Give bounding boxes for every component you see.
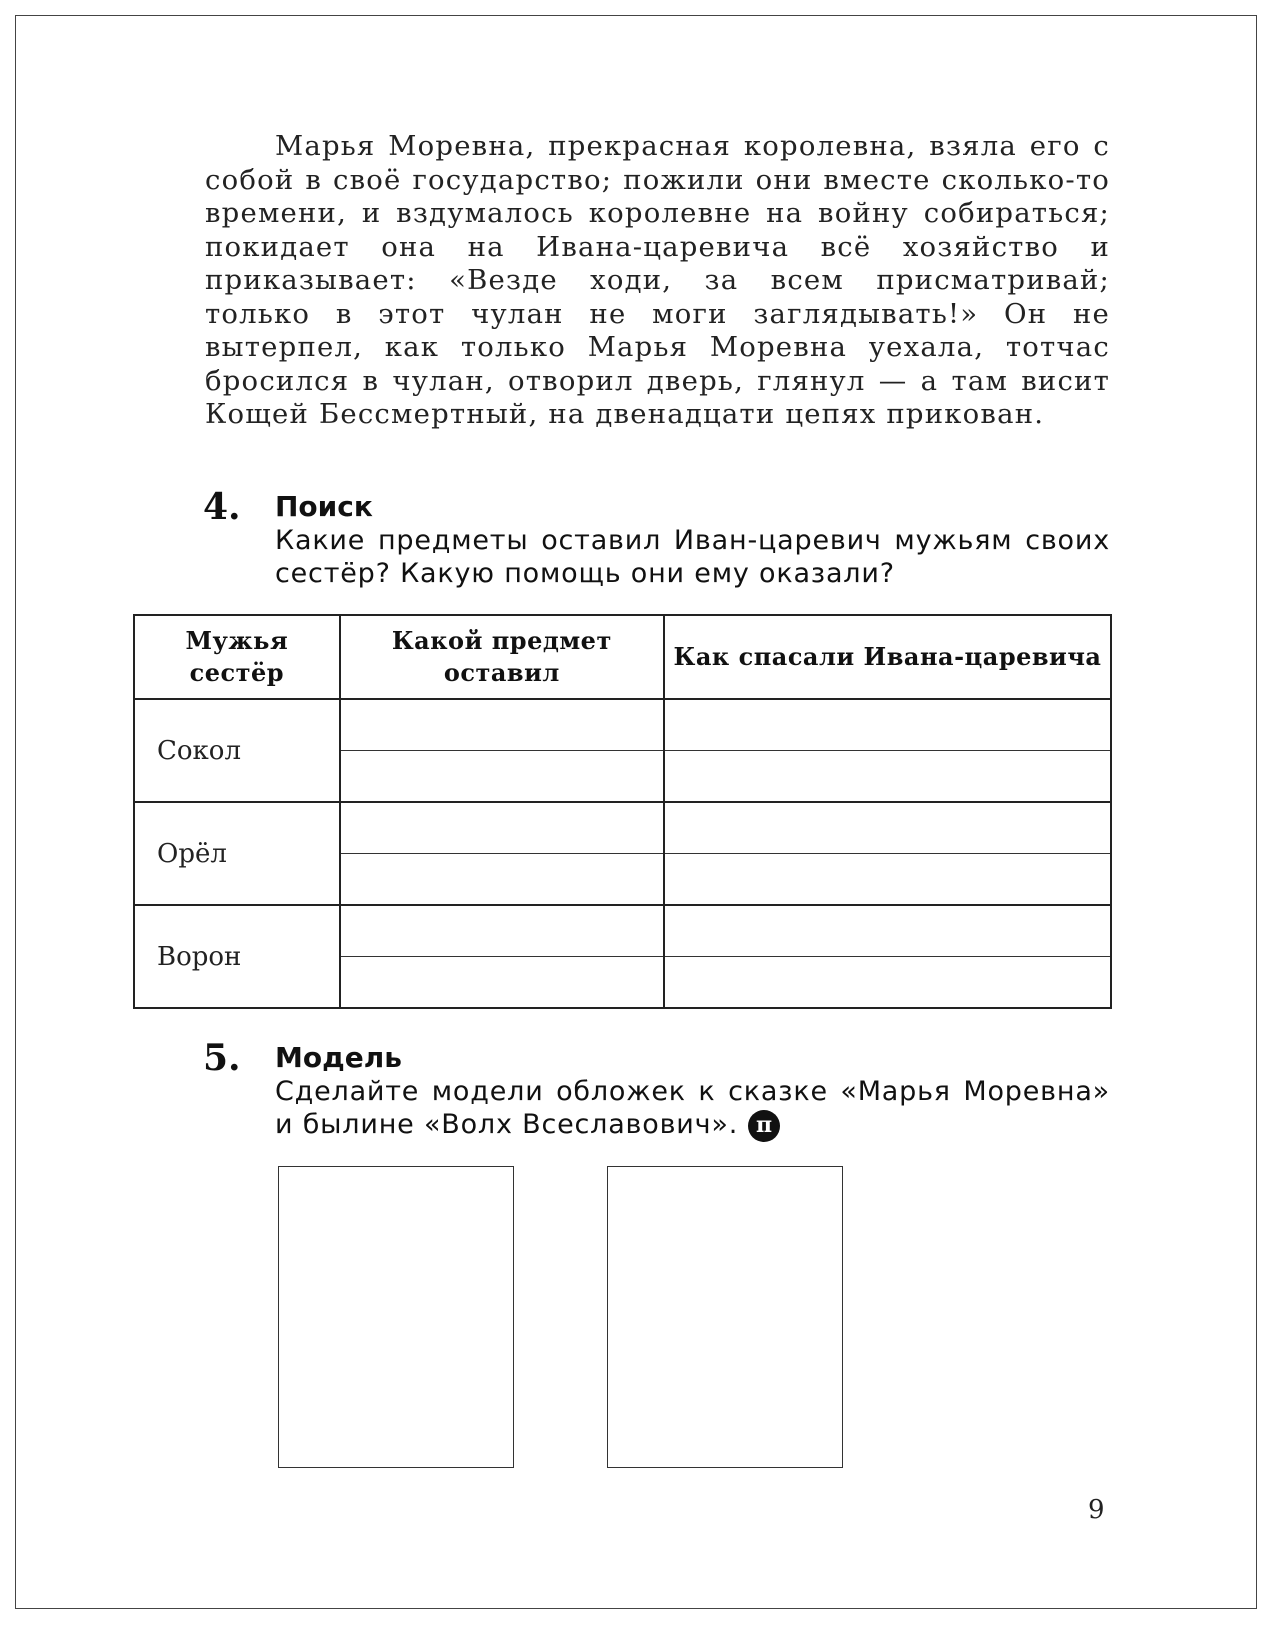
answer-cell[interactable] (664, 802, 1111, 854)
answer-cell[interactable] (664, 854, 1111, 906)
page-number: 9 (1088, 1495, 1105, 1525)
table-header-row (134, 615, 1111, 699)
task-4-question: Какие предметы оставил Иван-царевич мужьям своих сестёр? Какую помощь они ему оказали? (275, 525, 1110, 589)
passage-text: Марья Моревна, прекрасная королевна, взяла его с собой в своё государство; пожили они вместе сколько-то времени, и вздумалось королевне на войну собираться; покидает она на Ивана-царевича всё хозяйство и приказывает: «Везде ходи, за всем присматривай; только в этот чулан не моги заглядывать!» Он не вытерпел, как только Марья Моревна уехала, тотчас бросился в чулан, отворил дверь, глянул — а там висит Кощей Бессмертный, на двенадцати цепях прикован. (205, 130, 1110, 430)
table-row (134, 802, 1111, 854)
task-4-title: Поиск (275, 490, 373, 523)
p-badge-icon: п (748, 1110, 780, 1142)
task-4-number: 4. (203, 486, 241, 528)
row-name-voron: Ворон (134, 905, 340, 1008)
story-passage (205, 130, 1110, 432)
answer-cell[interactable] (340, 699, 664, 751)
answer-cell[interactable] (340, 802, 664, 854)
cover-model-box-1[interactable] (278, 1166, 514, 1468)
answer-cell[interactable] (340, 854, 664, 906)
answer-cell[interactable] (664, 905, 1111, 957)
answer-cell[interactable] (340, 957, 664, 1009)
table-row (134, 905, 1111, 957)
answer-cell[interactable] (664, 699, 1111, 751)
task-5-instruction (275, 1075, 1110, 1142)
table-row (134, 699, 1111, 751)
header-how-saved: Как спасали Ивана-царевича (664, 615, 1111, 699)
cover-model-box-2[interactable] (607, 1166, 843, 1468)
task-5-text: Сделайте модели обложек к сказке «Марья Моревна» и былине «Волх Всеславович». (275, 1076, 1110, 1140)
answer-cell[interactable] (664, 751, 1111, 803)
answer-cell[interactable] (340, 751, 664, 803)
search-table (133, 614, 1112, 1009)
answer-cell[interactable] (340, 905, 664, 957)
row-name-orel: Орёл (134, 802, 340, 905)
header-item-left: Какой предмет оставил (340, 615, 664, 699)
row-name-sokol: Сокол (134, 699, 340, 802)
answer-cell[interactable] (664, 957, 1111, 1009)
header-husbands: Мужья сестёр (134, 615, 340, 699)
task-5-title: Модель (275, 1041, 402, 1074)
task-5-number: 5. (203, 1037, 241, 1079)
